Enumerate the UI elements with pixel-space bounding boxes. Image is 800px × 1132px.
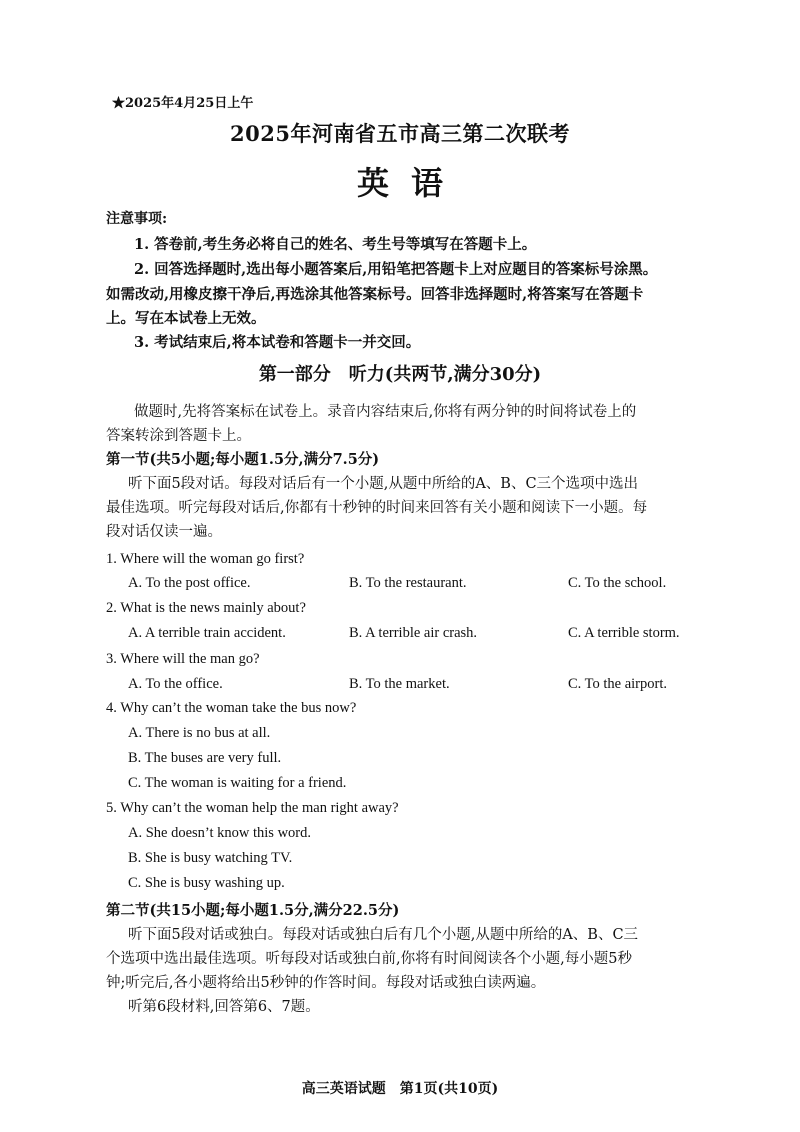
- question-4-option-b: B. The buses are very full.: [128, 750, 282, 766]
- question-text: Where will the man go?: [120, 651, 260, 667]
- question-2-option-b: B. A terrible air crash.: [349, 625, 478, 641]
- question-text: Where will the woman go first?: [120, 551, 305, 567]
- section-1-intro-line-2: 最佳选项。听完每段对话后,你都有十秒钟的时间来回答有关小题和阅读下一小题。每: [106, 500, 648, 516]
- question-1-option-a: A. To the post office.: [128, 575, 251, 591]
- notes-item-3: 3. 考试结束后,将本试卷和答题卡一并交回。: [134, 334, 421, 351]
- section-2-intro-line-2: 个选项中选出最佳选项。听每段对话或独白前,你将有时间阅读各个小题,每小题5秒: [106, 951, 632, 967]
- question-text: Why can’t the woman take the bus now?: [120, 700, 357, 716]
- question-text: What is the news mainly about?: [120, 600, 306, 616]
- question-4: [106, 700, 356, 717]
- section-2-title: 第二节(共15小题;每小题1.5分,满分22.5分): [106, 902, 400, 919]
- section-1-intro-line-1: 听下面5段对话。每段对话后有一个小题,从题中所给的A、B、C三个选项中选出: [128, 476, 639, 492]
- section-2-intro-line-3: 钟;听完后,各小题将给出5秒钟的作答时间。每段对话或独白读两遍。: [106, 975, 546, 991]
- part-1-intro-line-1: 做题时,先将答案标在试卷上。录音内容结束后,你将有两分钟的时间将试卷上的: [134, 404, 637, 420]
- section-1-intro-line-3: 段对话仅读一遍。: [106, 524, 222, 540]
- notes-item-2-line-1: 2. 回答选择题时,选出每小题答案后,用铅笔把答题卡上对应题目的答案标号涂黑。: [134, 261, 658, 278]
- question-3-option-b: B. To the market.: [349, 676, 450, 692]
- question-3: [106, 651, 260, 668]
- question-number: 3.: [106, 651, 117, 667]
- question-3-option-c: C. To the airport.: [568, 676, 667, 692]
- question-5: [106, 800, 399, 817]
- section-2-instruction: 听第6段材料,回答第6、7题。: [128, 999, 320, 1015]
- notes-item-1: 1. 答卷前,考生务必将自己的姓名、考生号等填写在答题卡上。: [134, 236, 537, 253]
- question-2-option-a: A. A terrible train accident.: [128, 625, 286, 641]
- section-1-title: 第一节(共5小题;每小题1.5分,满分7.5分): [106, 451, 380, 468]
- question-2: [106, 600, 306, 617]
- question-1-option-b: B. To the restaurant.: [349, 575, 467, 591]
- question-number: 5.: [106, 800, 117, 816]
- question-number: 4.: [106, 700, 117, 716]
- page-footer: 高三英语试题 第1页(共10页): [301, 1081, 499, 1097]
- notes-item-2-line-2: 如需改动,用橡皮擦干净后,再选涂其他答案标号。回答非选择题时,将答案写在答题卡: [106, 286, 644, 303]
- question-text: Why can’t the woman help the man right away?: [120, 800, 399, 816]
- exam-date: ★2025年4月25日上午: [112, 96, 254, 111]
- question-1-option-c: C. To the school.: [568, 575, 667, 591]
- question-1: [106, 551, 304, 568]
- question-2-option-c: C. A terrible storm.: [568, 625, 680, 641]
- question-number: 2.: [106, 600, 117, 616]
- question-5-option-c: C. She is busy washing up.: [128, 875, 285, 891]
- part-1-title: 第一部分 听力(共两节,满分30分): [258, 364, 542, 385]
- notes-heading: 注意事项:: [106, 211, 168, 227]
- question-3-option-a: A. To the office.: [128, 676, 223, 692]
- question-4-option-a: A. There is no bus at all.: [128, 725, 271, 741]
- question-4-option-c: C. The woman is waiting for a friend.: [128, 775, 347, 791]
- part-1-intro-line-2: 答案转涂到答题卡上。: [106, 428, 251, 444]
- notes-item-2-line-3: 上。写在本试卷上无效。: [106, 310, 266, 327]
- section-2-intro-line-1: 听下面5段对话或独白。每段对话或独白后有几个小题,从题中所给的A、B、C三: [128, 927, 639, 943]
- exam-title: 2025年河南省五市高三第二次联考: [230, 121, 570, 146]
- question-number: 1.: [106, 551, 117, 567]
- subject-title: 英语: [356, 164, 465, 202]
- question-5-option-b: B. She is busy watching TV.: [128, 850, 293, 866]
- question-5-option-a: A. She doesn’t know this word.: [128, 825, 311, 841]
